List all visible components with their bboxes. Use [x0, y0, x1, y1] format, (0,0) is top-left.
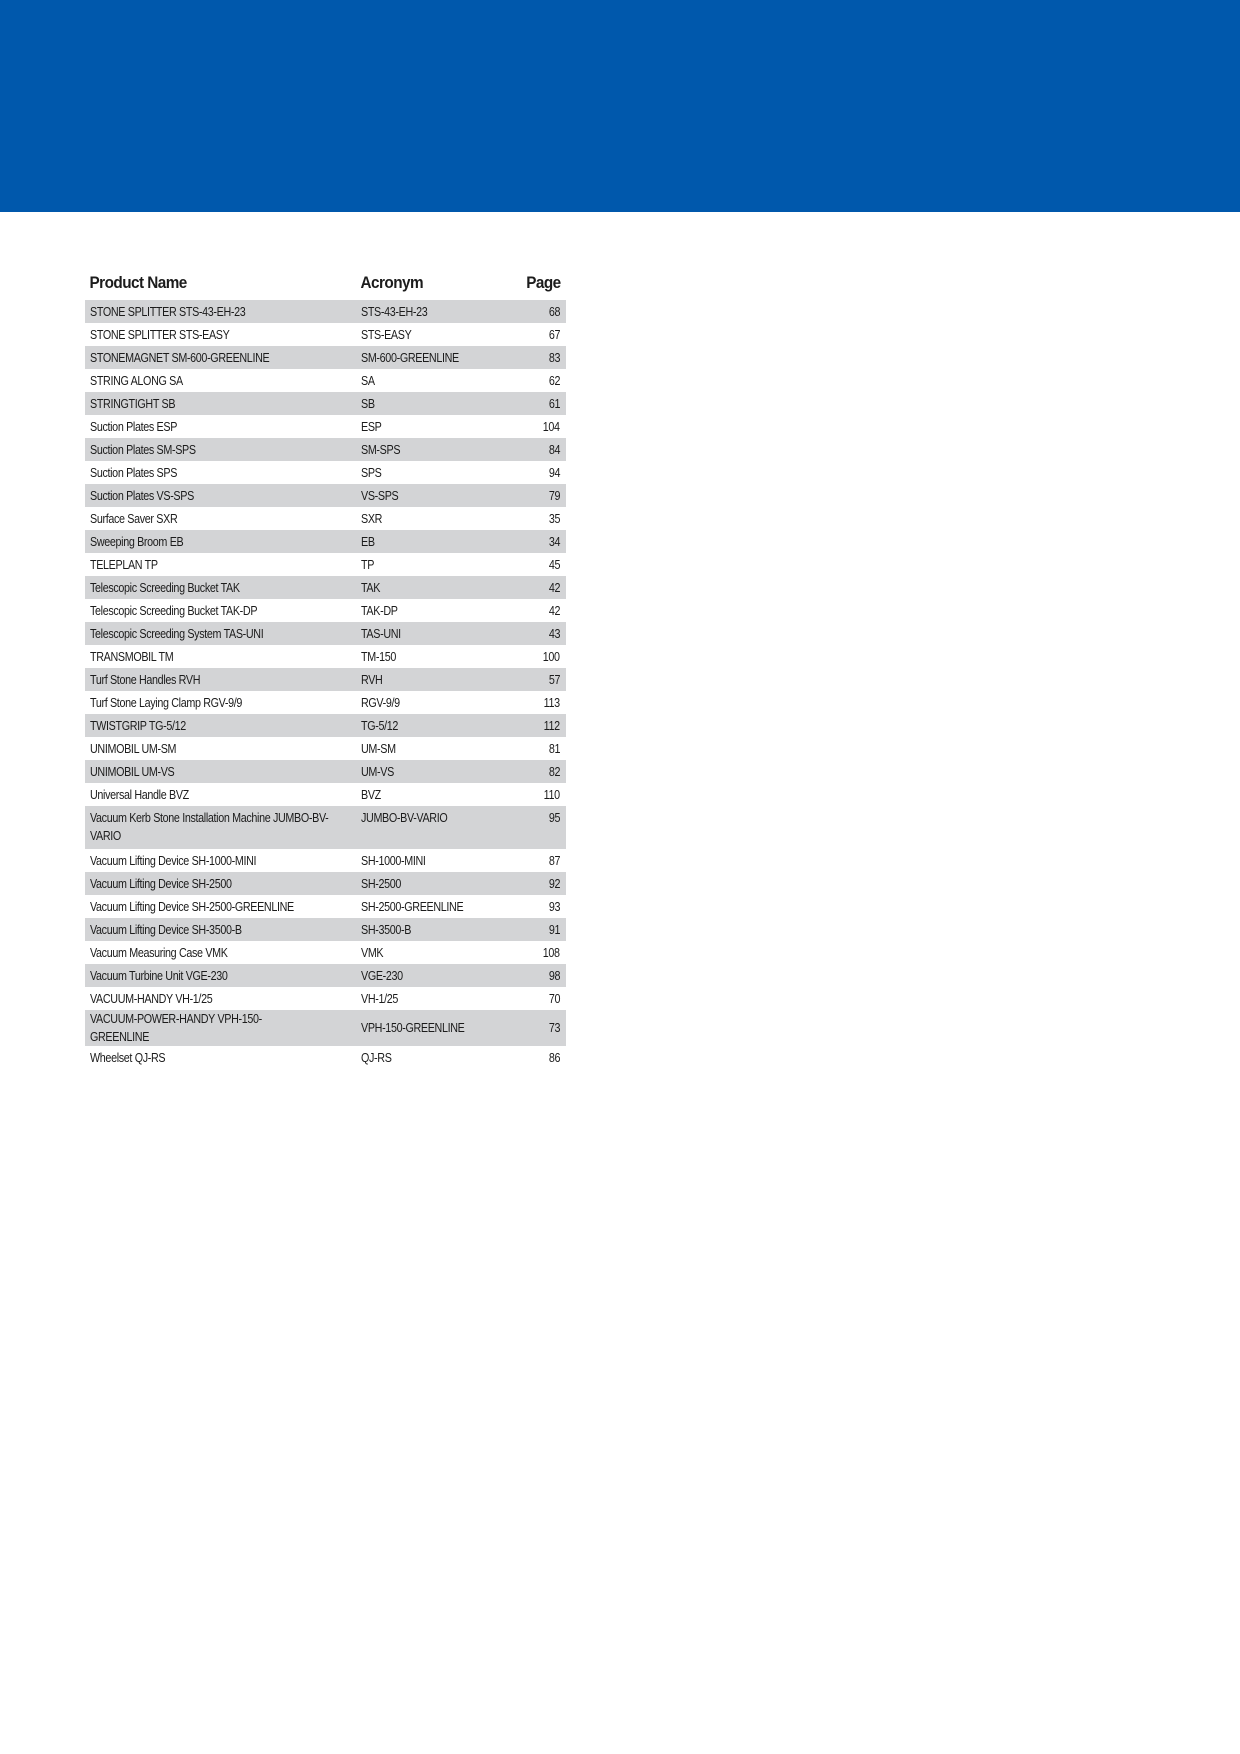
acronym-cell: UM-SM [361, 741, 396, 756]
table-row [85, 895, 566, 918]
acronym-cell: TG-5/12 [356, 714, 506, 737]
acronym-cell: RGV-9/9 [361, 695, 400, 710]
table-row [85, 300, 566, 323]
page-cell: 68 [506, 300, 566, 323]
page-cell: 79 [506, 484, 566, 507]
product-name-cell: Vacuum Kerb Stone Installation Machine JUMBO-BV-VARIO [85, 806, 356, 849]
table-row [85, 714, 566, 737]
table-row [85, 415, 566, 438]
product-name-cell: Vacuum Measuring Case VMK [90, 945, 228, 960]
table-row [85, 461, 566, 484]
page-cell: 95 [506, 806, 566, 849]
acronym-cell: TP [361, 557, 375, 572]
product-name-cell: Suction Plates VS-SPS [85, 484, 356, 507]
acronym-cell: SM-600-GREENLINE [356, 346, 506, 369]
product-name-cell: Turf Stone Laying Clamp RGV-9/9 [90, 695, 243, 710]
page-cell: 42 [548, 603, 560, 618]
table-row [85, 1046, 566, 1069]
acronym-cell: TAK [356, 576, 506, 599]
page-cell: 57 [506, 668, 566, 691]
product-name-cell: Suction Plates SPS [90, 465, 178, 480]
top-banner [0, 0, 1240, 212]
page-cell: 83 [506, 346, 566, 369]
acronym-cell: SH-3500-B [356, 918, 506, 941]
product-name-cell: TELEPLAN TP [90, 557, 158, 572]
page-cell: 110 [543, 787, 560, 802]
product-index-table [85, 266, 566, 1069]
product-name-cell: STONEMAGNET SM-600-GREENLINE [85, 346, 356, 369]
acronym-cell: EB [356, 530, 506, 553]
page-cell: 84 [506, 438, 566, 461]
acronym-cell: SM-SPS [356, 438, 506, 461]
table-row [85, 964, 566, 987]
product-name-cell: Suction Plates ESP [90, 419, 178, 434]
product-name-cell: Telescopic Screeding System TAS-UNI [85, 622, 356, 645]
product-name-cell: STONE SPLITTER STS-43-EH-23 [85, 300, 356, 323]
acronym-cell: VMK [361, 945, 384, 960]
table-row [85, 691, 566, 714]
page-cell: 113 [543, 695, 560, 710]
page-cell: 81 [548, 741, 560, 756]
product-name-cell: Sweeping Broom EB [85, 530, 356, 553]
product-name-cell: Universal Handle BVZ [90, 787, 189, 802]
product-name-cell: STRINGTIGHT SB [85, 392, 356, 415]
product-name-cell: TWISTGRIP TG-5/12 [85, 714, 356, 737]
acronym-cell: SA [361, 373, 375, 388]
table-row [85, 484, 566, 507]
product-name-cell: VACUUM-POWER-HANDY VPH-150-GREENLINE [85, 1010, 356, 1046]
table-row [85, 530, 566, 553]
acronym-cell: TM-150 [361, 649, 396, 664]
acronym-cell: SH-2500 [356, 872, 506, 895]
table-row [85, 1010, 566, 1046]
product-name-cell: STRING ALONG SA [90, 373, 183, 388]
product-name-cell: UNIMOBIL UM-VS [85, 760, 356, 783]
table-row [85, 941, 566, 964]
page-cell: 62 [548, 373, 560, 388]
product-name-cell: Vacuum Lifting Device SH-2500-GREENLINE [90, 899, 294, 914]
page-cell: 104 [543, 419, 560, 434]
product-name-cell: Vacuum Turbine Unit VGE-230 [85, 964, 356, 987]
page-cell: 98 [506, 964, 566, 987]
acronym-cell: BVZ [361, 787, 381, 802]
page-cell: 70 [548, 991, 560, 1006]
table-row [85, 346, 566, 369]
product-name-cell: VACUUM-HANDY VH-1/25 [90, 991, 213, 1006]
page-cell: 86 [548, 1050, 560, 1065]
table-row [85, 369, 566, 392]
table-row [85, 599, 566, 622]
acronym-cell: SH-1000-MINI [361, 853, 426, 868]
page-cell: 42 [506, 576, 566, 599]
acronym-cell: JUMBO-BV-VARIO [356, 806, 506, 849]
table-row [85, 737, 566, 760]
table-row [85, 507, 566, 530]
page-cell: 100 [543, 649, 560, 664]
page-cell: 45 [548, 557, 560, 572]
page-cell: 34 [506, 530, 566, 553]
header-acronym: Acronym [360, 273, 424, 292]
table-row [85, 645, 566, 668]
page-cell: 91 [506, 918, 566, 941]
table-row [85, 392, 566, 415]
product-name-cell: STONE SPLITTER STS-EASY [90, 327, 230, 342]
product-name-cell: Turf Stone Handles RVH [85, 668, 356, 691]
product-name-cell: TRANSMOBIL TM [90, 649, 174, 664]
acronym-cell: ESP [361, 419, 382, 434]
acronym-cell: STS-43-EH-23 [356, 300, 506, 323]
product-name-cell: Wheelset QJ-RS [90, 1050, 166, 1065]
table-row [85, 668, 566, 691]
acronym-cell: VPH-150-GREENLINE [356, 1010, 506, 1046]
page-cell: 87 [548, 853, 560, 868]
page-cell: 108 [543, 945, 560, 960]
table-body [85, 300, 566, 1069]
header-page: Page [526, 273, 561, 292]
product-name-cell: Telescopic Screeding Bucket TAK-DP [90, 603, 258, 618]
table-row [85, 622, 566, 645]
table-row [85, 553, 566, 576]
table-row [85, 760, 566, 783]
product-name-cell: Telescopic Screeding Bucket TAK [85, 576, 356, 599]
page-cell: 92 [506, 872, 566, 895]
acronym-cell: STS-EASY [361, 327, 412, 342]
acronym-cell: UM-VS [356, 760, 506, 783]
acronym-cell: SXR [361, 511, 383, 526]
table-row [85, 918, 566, 941]
product-name-cell: Vacuum Lifting Device SH-1000-MINI [90, 853, 257, 868]
table-row [85, 323, 566, 346]
product-name-cell: Suction Plates SM-SPS [85, 438, 356, 461]
page-cell: 67 [548, 327, 560, 342]
page-cell: 112 [506, 714, 566, 737]
table-row [85, 987, 566, 1010]
product-name-cell: Vacuum Lifting Device SH-3500-B [85, 918, 356, 941]
page-cell: 73 [506, 1010, 566, 1046]
acronym-cell: SPS [361, 465, 382, 480]
header-row [85, 266, 566, 300]
acronym-cell: VH-1/25 [361, 991, 399, 1006]
table-row [85, 783, 566, 806]
acronym-cell: VS-SPS [356, 484, 506, 507]
product-name-cell: Surface Saver SXR [90, 511, 178, 526]
acronym-cell: RVH [356, 668, 506, 691]
table-row [85, 872, 566, 895]
acronym-cell: VGE-230 [356, 964, 506, 987]
page-cell: 61 [506, 392, 566, 415]
acronym-cell: QJ-RS [361, 1050, 392, 1065]
acronym-cell: SH-2500-GREENLINE [361, 899, 464, 914]
table-row [85, 849, 566, 872]
acronym-cell: SB [356, 392, 506, 415]
page-cell: 93 [548, 899, 560, 914]
header-product-name: Product Name [89, 273, 187, 292]
page-cell: 43 [506, 622, 566, 645]
page-cell: 35 [548, 511, 560, 526]
acronym-cell: TAS-UNI [356, 622, 506, 645]
table-row [85, 806, 566, 849]
page-cell: 94 [548, 465, 560, 480]
acronym-cell: TAK-DP [361, 603, 398, 618]
table-row [85, 438, 566, 461]
product-name-cell: Vacuum Lifting Device SH-2500 [85, 872, 356, 895]
page-cell: 82 [506, 760, 566, 783]
table-row [85, 576, 566, 599]
table-header [85, 266, 566, 300]
product-name-cell: UNIMOBIL UM-SM [90, 741, 177, 756]
